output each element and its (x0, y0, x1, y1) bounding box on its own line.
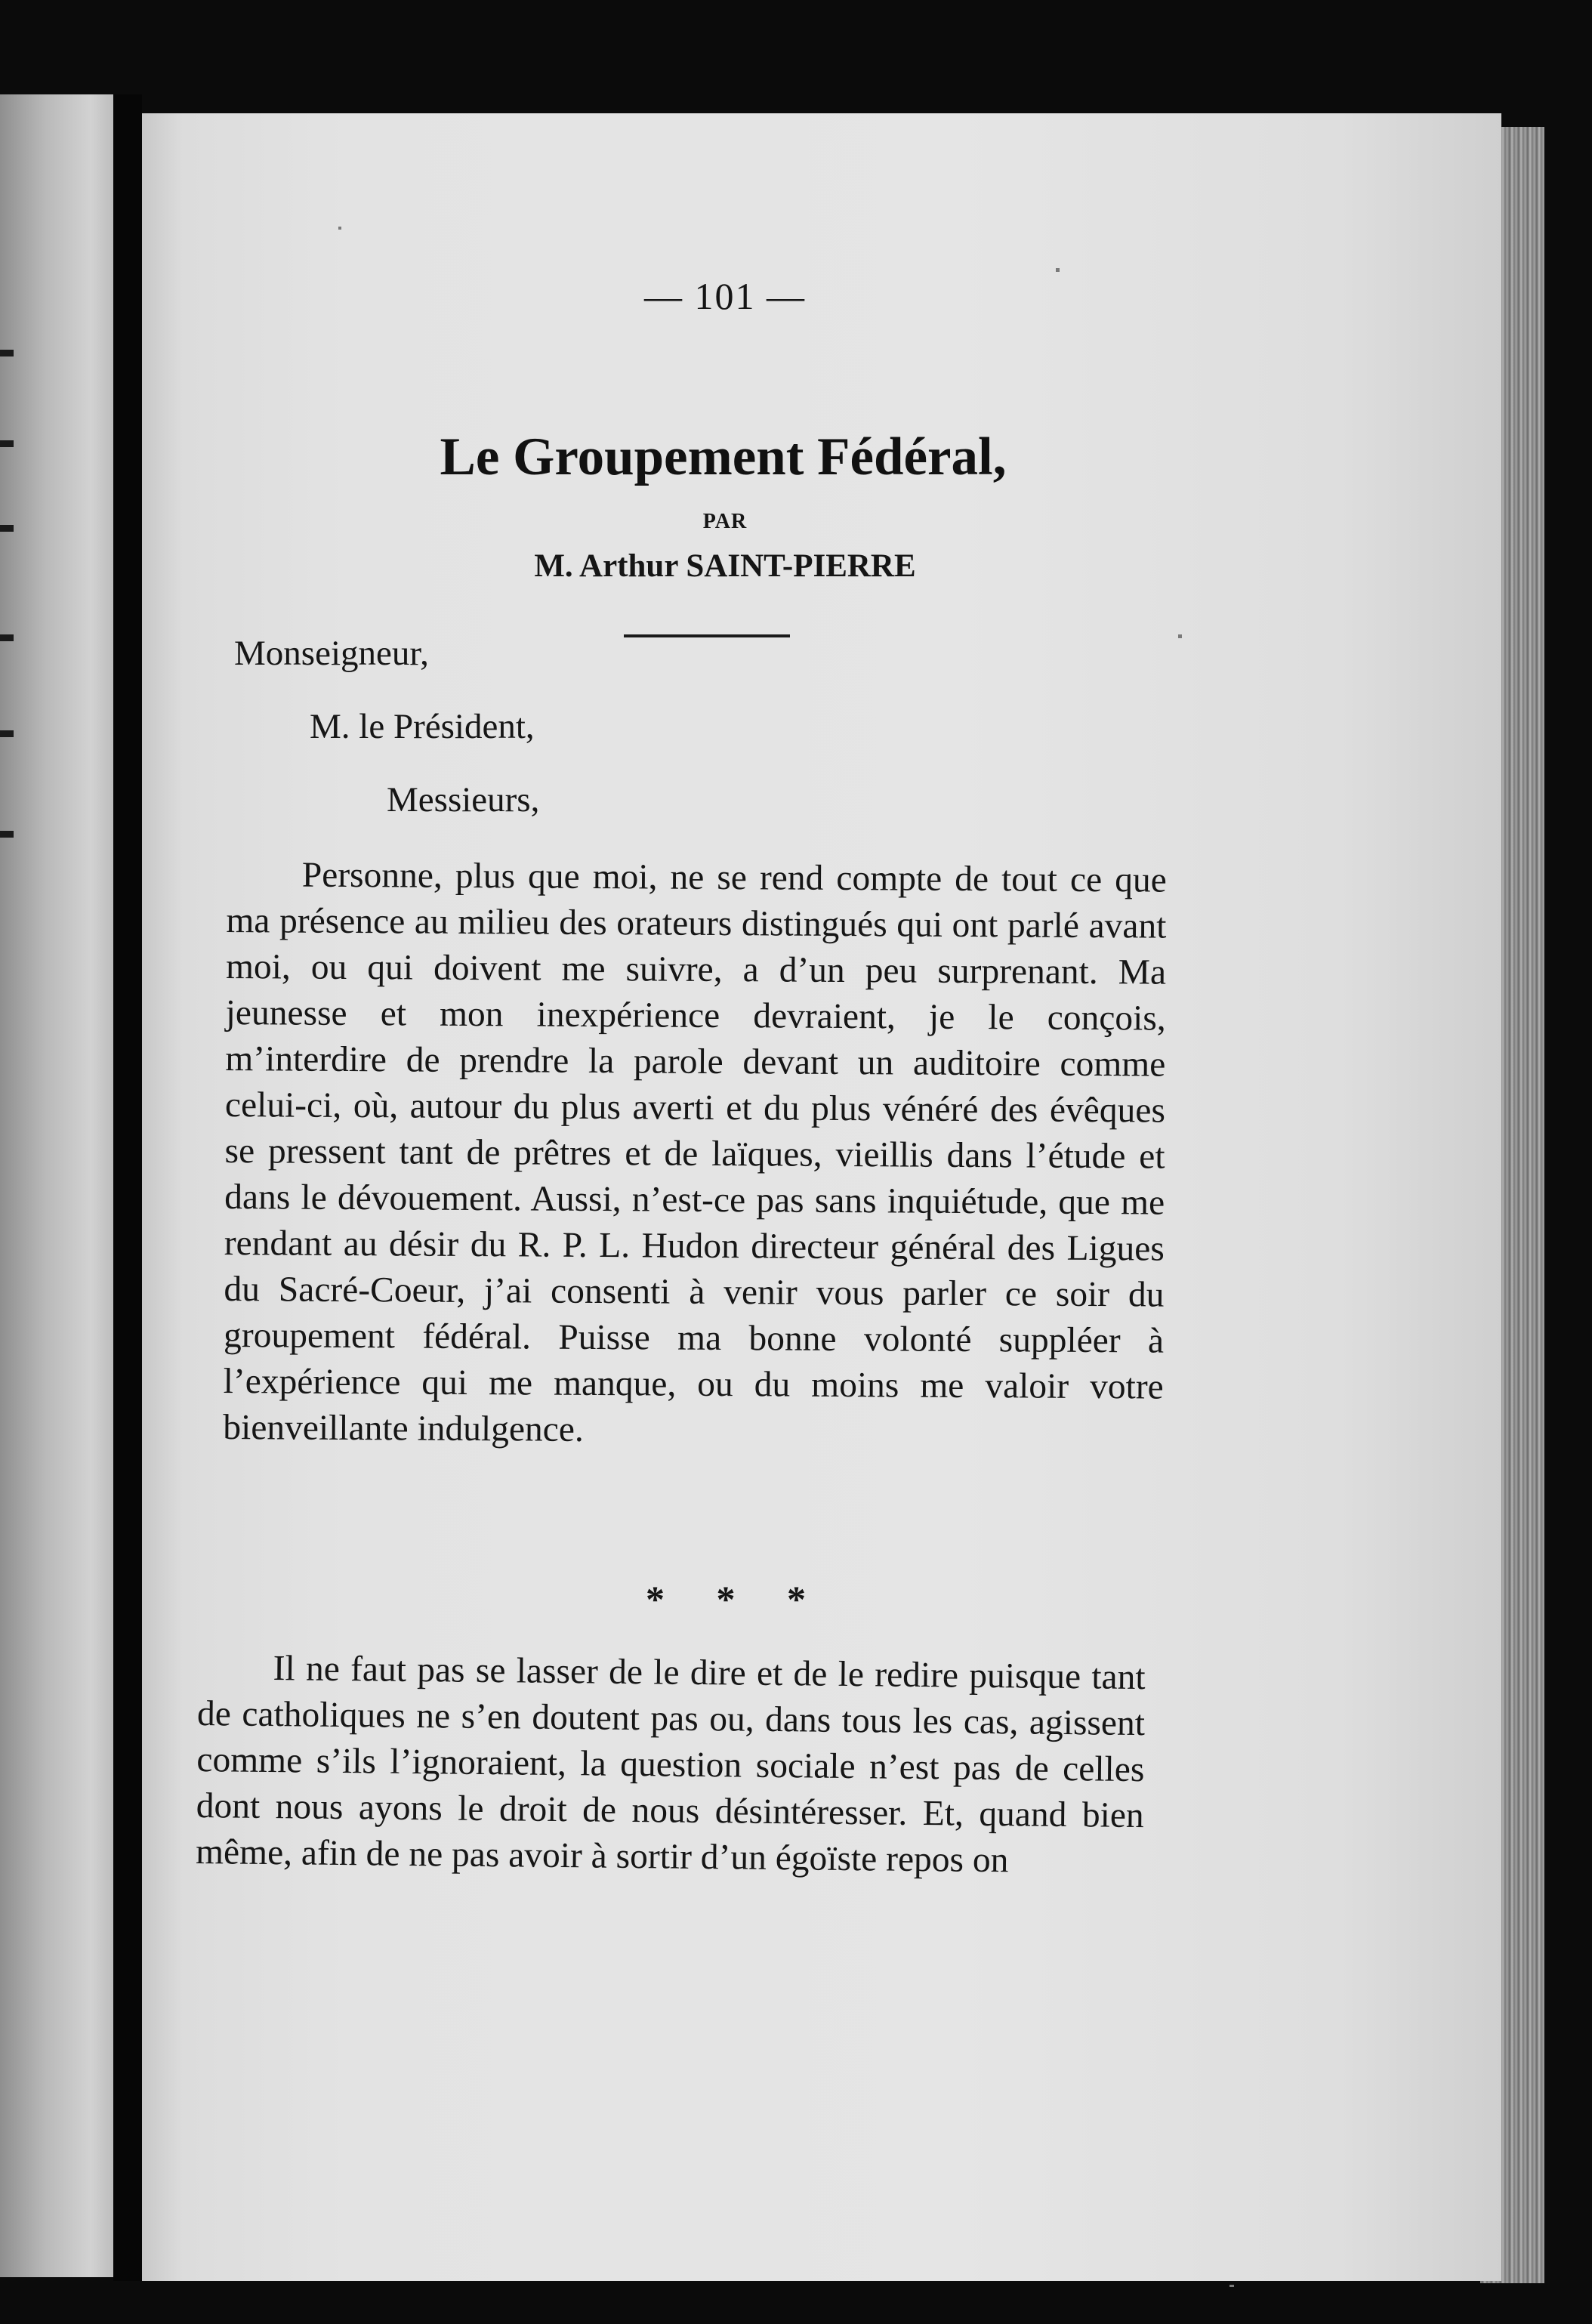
paper-speck (1178, 634, 1182, 638)
byline-prefix: PAR (702, 510, 748, 533)
facing-page-ink-mark (0, 730, 14, 737)
salutation-messieurs: Messieurs, (387, 780, 540, 819)
article-title: Le Groupement Fédéral, (440, 427, 1007, 486)
salutation-monseigneur: Monseigneur, (234, 634, 429, 673)
paragraph: Il ne faut pas se lasser de le dire et de le redire puisque tant de catholiques ne s’en doutent pas ou, dans tous les cas, agissent comme s’ils l’ignoraient, la question sociale n’est pas de celles dont nous ayons le droit de nous désintéresser. Et, quand bien même, afin de ne pas avoir à sortir d’un égoïste repos on (195, 1649, 1146, 1881)
paper-speck (1229, 2285, 1234, 2287)
author-name: M. Arthur SAINT-PIERRE (534, 548, 916, 584)
facing-page-ink-mark (0, 350, 14, 356)
facing-page-ink-mark (0, 634, 14, 641)
body-text-block (196, 1645, 1146, 1885)
section-separator: * * * (646, 1578, 827, 1620)
paper-speck (338, 227, 341, 230)
page-number: — 101 — (644, 275, 806, 317)
body-text-block (223, 852, 1167, 1457)
salutation-president: M. le Président, (310, 707, 535, 746)
title-rule (624, 634, 790, 637)
paper-speck (1056, 268, 1060, 272)
facing-page-ink-mark (0, 831, 14, 838)
facing-page-edge (0, 94, 113, 2277)
paragraph: Personne, plus que moi, ne se rend compte de tout ce que ma présence au milieu des orateurs distingués qui ont parlé avant moi, ou qui doivent me suivre, a d’un peu surprenant. Ma jeunesse et mon inexpérience devraient, je le conçois, m’interdire de prendre la parole devant un auditoire comme celui-ci, où, autour du plus averti et du plus vénéré des évêques se pressent tant de prêtres et de laïques, vieillis dans l’étude et dans le dévouement. Aussi, n’est-ce pas sans inquiétude, que me rendant au désir du R. P. L. Hudon directeur général des Ligues du Sacré-Coeur, j’ai consenti à venir vous parler ce soir du groupement fédéral. Puisse ma bonne volonté suppléer à l’expérience qui me manque, ou du moins me valoir votre bienveillante indulgence. (223, 855, 1167, 1449)
book-gutter (113, 94, 142, 2281)
